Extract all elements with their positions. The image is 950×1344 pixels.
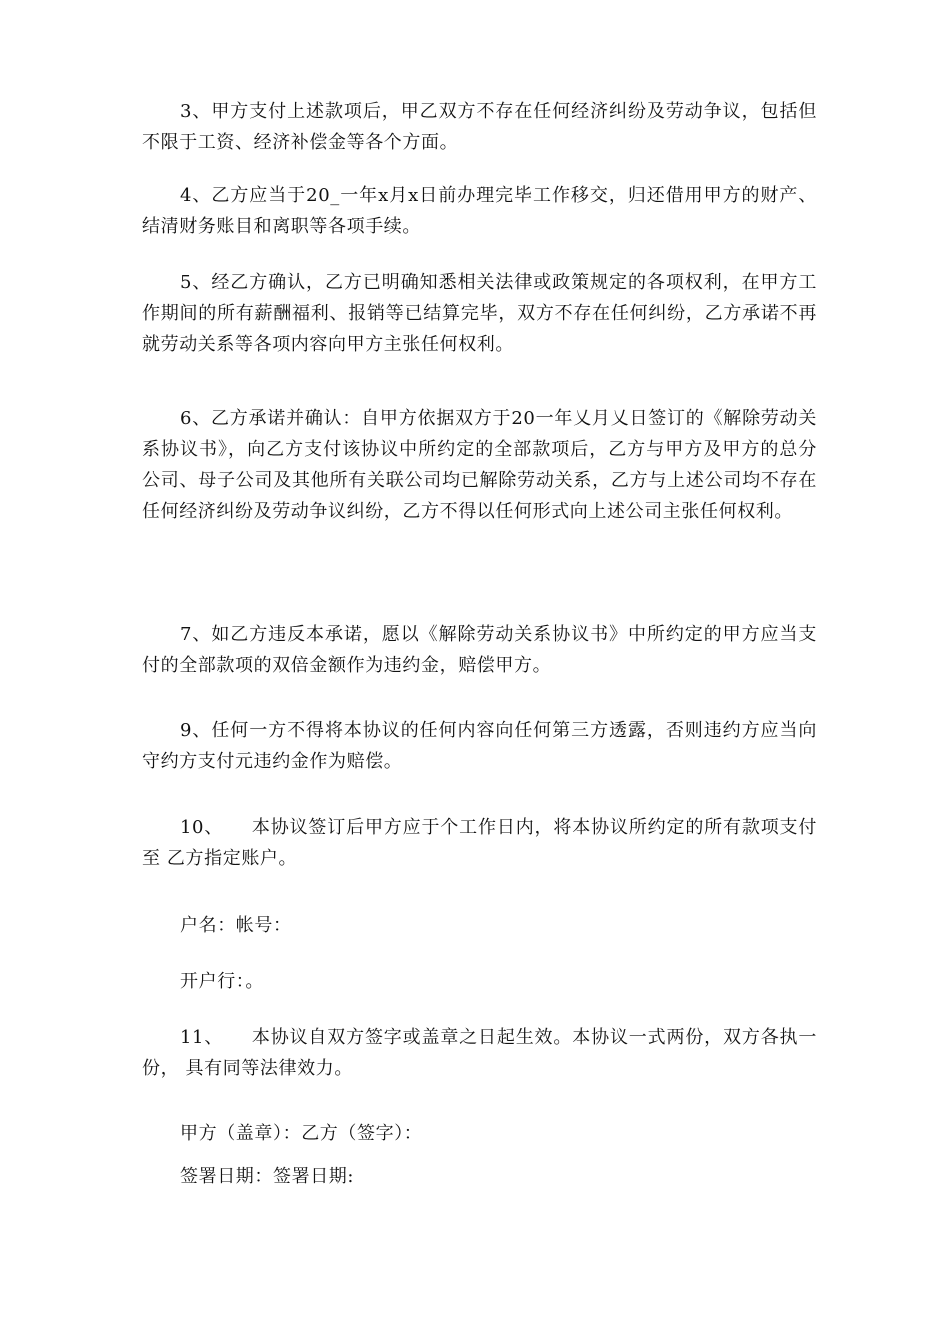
bank-line: 开户行：。: [180, 971, 264, 992]
signature-date-line: 签署日期：签署日期:: [180, 1166, 355, 1187]
clause-4-paragraph: 4、乙方应当于20_一年x月x日前办理完毕工作移交，归还借用甲方的财产、 结清财务账目和离职等各项手续。: [142, 185, 817, 237]
clause-9-paragraph: 9、任何一方不得将本协议的任何内容向任何第三方透露，否则违约方应当向守约方支付元违约金作为赔偿。: [142, 720, 817, 772]
clause-7-paragraph: 7、如乙方违反本承诺，愿以《解除劳动关系协议书》中所约定的甲方应当支付的全部款项的双倍金额作为违约金，赔偿甲方。: [142, 624, 817, 676]
clause-3-paragraph: 3、甲方支付上述款项后，甲乙双方不存在任何经济纠纷及劳动争议，包括但不限于工资、经济补偿金等各个方面。: [142, 101, 817, 153]
account-name-line: 户名：帐号：: [180, 915, 292, 936]
clause-5-paragraph: 5、经乙方确认，乙方已明确知悉相关法律或政策规定的各项权利，在甲方工作期间的所有薪酬福利、报销等已结算完毕，双方不存在任何纠纷，乙方承诺不再就劳动关系等各项内容向甲方主张任何权利。: [142, 272, 817, 355]
signature-party-line: 甲方（盖章）：乙方（签字）：: [180, 1123, 423, 1144]
clause-6-paragraph: 6、乙方承诺并确认：自甲方依据双方于20一年乂月乂日签订的《解除劳动关系协议书》，向乙方支付该协议中所约定的全部款项后，乙方与甲方及甲方的总分公司、母子公司及其他所有关联公司均已解除劳动关系，乙方与上述公司均不存在任何经济纠纷及劳动争议纠纷，乙方不得以任何形式向上述公司主张任何权利。: [142, 408, 817, 522]
clause-11-paragraph: 11、 本协议自双方签字或盖章之日起生效。本协议一式两份，双方各执一份， 具有同等法律效力。: [142, 1027, 817, 1079]
clause-10-paragraph: 10、 本协议签订后甲方应于个工作日内，将本协议所约定的所有款项支付至 乙方指定账户。: [142, 817, 817, 869]
